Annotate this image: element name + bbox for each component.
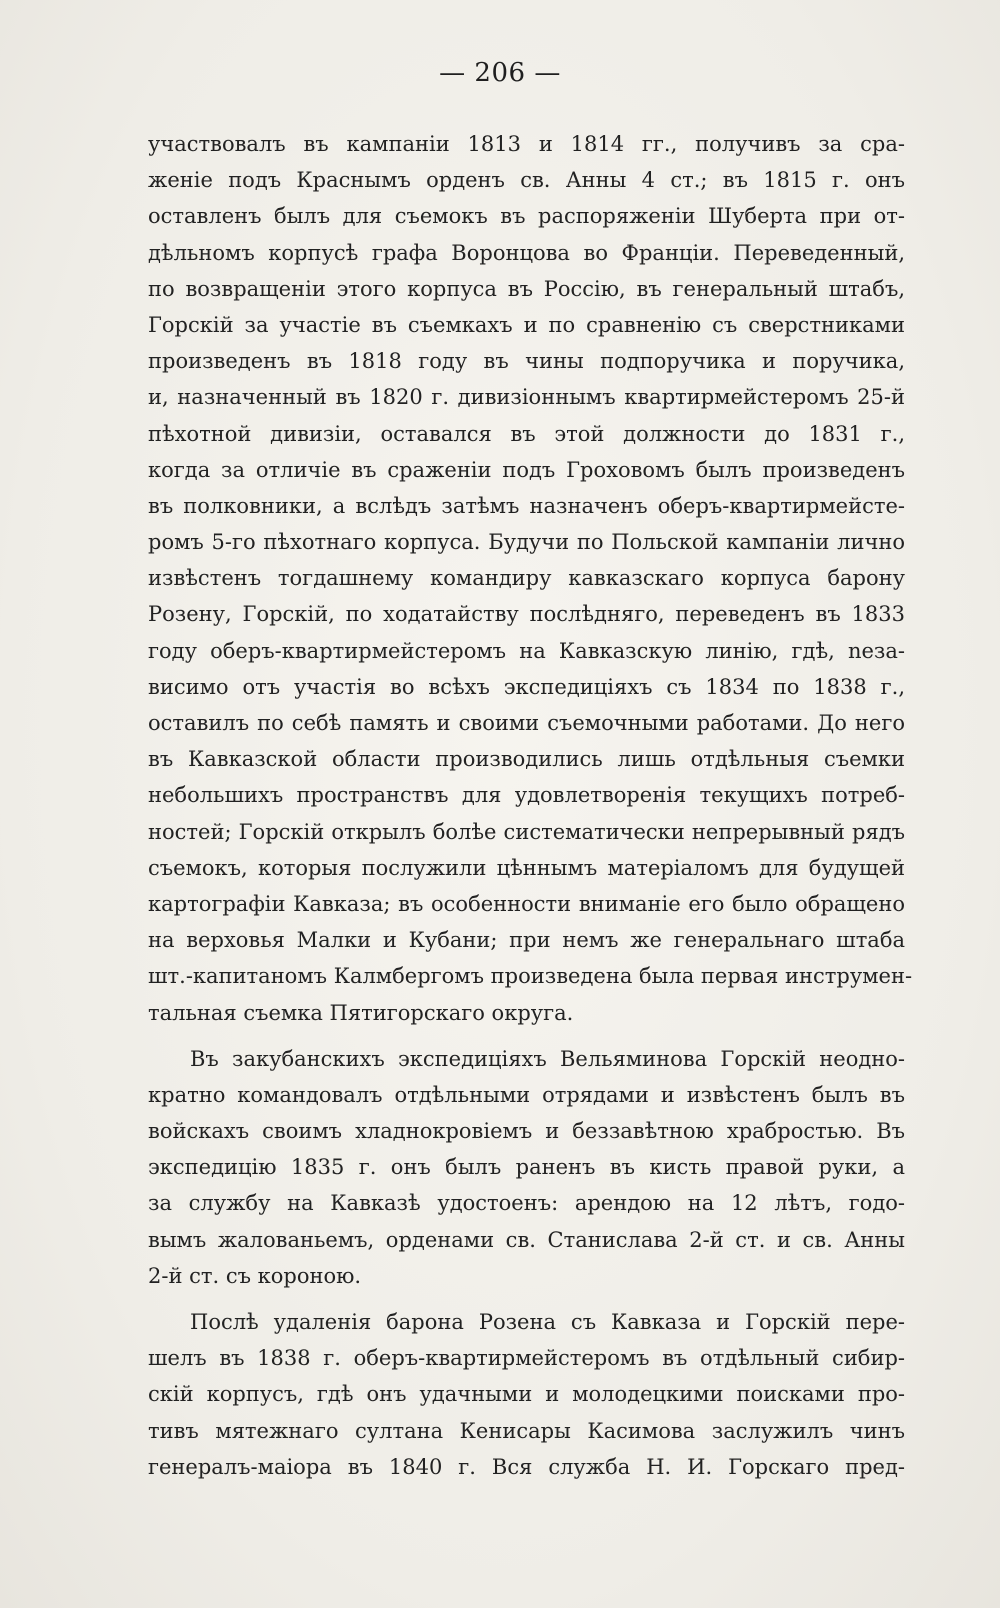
text-line: висимо отъ участія во всѣхъ экспедиціяхъ съ 1834 по 1838 г., xyxy=(148,674,905,699)
text-line: Розену, Горскій, по ходатайству послѣдняго, переведенъ въ 1833 xyxy=(148,602,905,627)
text-line: участвовалъ въ кампаніи 1813 и 1814 гг., получивъ за сра- xyxy=(148,132,905,156)
text-line: оставилъ по себѣ память и своими съемочными работами. До него xyxy=(148,711,905,735)
text-line: 2-й ст. съ короною. xyxy=(148,1263,362,1288)
text-line: оставленъ былъ для съемокъ въ распоряженіи Шуберта при от- xyxy=(148,204,905,229)
page-number: — 206 — xyxy=(439,58,561,88)
text-line: шелъ въ 1838 г. оберъ-квартирмейстеромъ въ отдѣльный сибир- xyxy=(148,1346,905,1371)
text-line: войскахъ своимъ хладнокровіемъ и беззавѣтною храбростью. Въ xyxy=(148,1119,905,1144)
text-line: картографіи Кавказа; въ особенности вниманіе его было обращено xyxy=(148,891,905,916)
text-line: Послѣ удаленія барона Розена съ Кавказа и Горскій пере- xyxy=(190,1310,905,1334)
text-line: за службу на Кавказѣ удостоенъ: арендою на 12 лѣтъ, годо- xyxy=(148,1191,905,1216)
text-line: когда за отличіе въ сраженіи подъ Гроховомъ былъ произведенъ xyxy=(148,457,905,482)
paragraph-3 xyxy=(148,1304,905,1485)
text-line: произведенъ въ 1818 году въ чины подпоручика и поручика, xyxy=(148,349,905,374)
text-line: по возвращеніи этого корпуса въ Россію, въ генеральный штабъ, xyxy=(148,276,905,301)
text-line: въ полковники, а вслѣдъ затѣмъ назначенъ оберъ-квартирмейсте- xyxy=(148,493,905,518)
text-line: и, назначенный въ 1820 г. дивизіоннымъ квартирмейстеромъ 25-й xyxy=(148,385,905,410)
paragraph-1 xyxy=(148,126,913,1031)
text-line: экспедицію 1835 г. онъ былъ раненъ въ кисть правой руки, а xyxy=(148,1155,905,1180)
text-line: извѣстенъ тогдашнему командиру кавказскаго корпуса барону xyxy=(148,566,905,591)
text-line: тальная съемка Пятигорскаго округа. xyxy=(148,1000,574,1025)
text-line: скій корпусъ, гдѣ онъ удачными и молодецкими поисками про- xyxy=(148,1382,905,1407)
text-line: вымъ жалованьемъ, орденами св. Станислава 2-й ст. и св. Анны xyxy=(148,1227,905,1252)
text-line: въ Кавказской области производились лишь отдѣльныя съемки xyxy=(148,747,905,772)
paragraph-2 xyxy=(148,1041,905,1294)
text-line: женіе подъ Краснымъ орденъ св. Анны 4 ст.; въ 1815 г. онъ xyxy=(148,168,905,193)
text-line: ромъ 5-го пѣхотнаго корпуса. Будучи по Польской кампаніи лично xyxy=(148,530,905,555)
text-line: ностей; Горскій открылъ болѣе систематически непрерывный рядъ xyxy=(148,819,905,844)
text-line: генералъ-маіора въ 1840 г. Вся служба Н. И. Горскаго пред- xyxy=(148,1454,905,1479)
text-line: небольшихъ пространствъ для удовлетворенія текущихъ потреб- xyxy=(148,783,905,808)
text-line: Въ закубанскихъ экспедиціяхъ Вельяминова Горскій неодно- xyxy=(190,1046,905,1071)
text-line: дѣльномъ корпусѣ графа Воронцова во Франціи. Переведенный, xyxy=(148,240,905,265)
text-line: Горскій за участіе въ съемкахъ и по сравненію съ сверстниками xyxy=(148,312,905,337)
text-line: на верховья Малки и Кубани; при немъ же генеральнаго штаба xyxy=(148,928,905,953)
text-line: съемокъ, которыя послужили цѣннымъ матеріаломъ для будущей xyxy=(148,855,905,880)
text-line: тивъ мятежнаго султана Кенисары Касимова заслужилъ чинъ xyxy=(148,1418,905,1443)
text-line: году оберъ-квартирмейстеромъ на Кавказскую линію, гдѣ, neза- xyxy=(148,638,905,663)
text-line: пѣхотной дивизіи, оставался въ этой должности до 1831 г., xyxy=(148,421,905,446)
text-line: кратно командовалъ отдѣльными отрядами и извѣстенъ былъ въ xyxy=(148,1082,905,1107)
body-text xyxy=(148,126,913,1485)
text-line: шт.-капитаномъ Калмбергомъ произведена была первая инструмен- xyxy=(148,964,913,989)
